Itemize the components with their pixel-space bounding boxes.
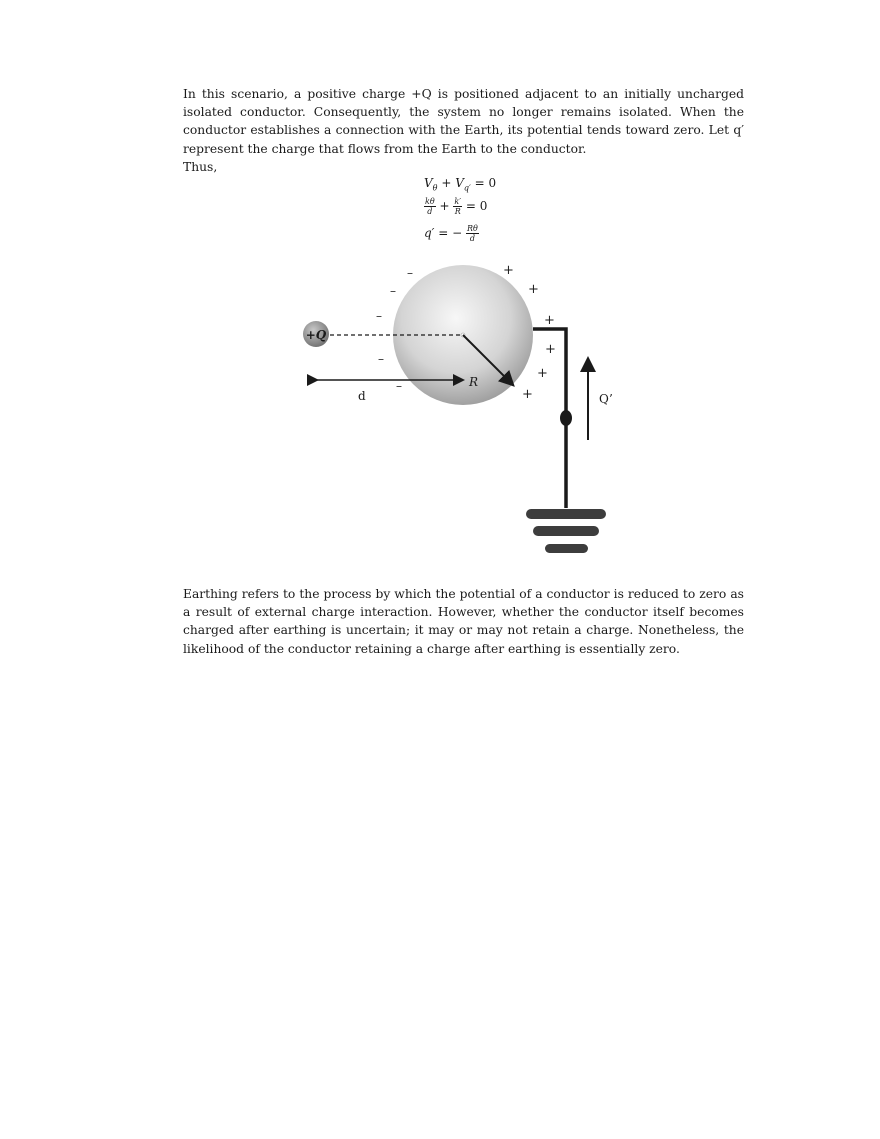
wire-junction bbox=[560, 410, 572, 426]
eq1-sub2: q′ bbox=[463, 183, 471, 193]
eq2-rhs: = 0 bbox=[465, 199, 488, 213]
eq1-plus: + bbox=[441, 176, 452, 190]
eq1-sub1: θ bbox=[432, 183, 438, 193]
flow-label: Q’ bbox=[599, 392, 613, 406]
eq3-num: Rθ bbox=[467, 224, 478, 233]
plus-charge: + bbox=[522, 387, 533, 402]
plus-charge: + bbox=[545, 342, 556, 357]
ground-plate-bottom bbox=[545, 544, 588, 553]
minus-charge: – bbox=[378, 352, 384, 366]
radius-label: R bbox=[469, 375, 479, 389]
minus-charge: – bbox=[396, 379, 402, 393]
eq3-lhs: q′ bbox=[424, 226, 435, 240]
eq3-frac bbox=[466, 224, 479, 243]
eq2-den1: d bbox=[427, 207, 433, 216]
equation-induced-charge bbox=[424, 224, 479, 243]
thus-label: Thus, bbox=[183, 160, 218, 174]
earthing-diagram bbox=[300, 250, 640, 570]
eq2-frac2 bbox=[453, 197, 462, 216]
equation-potential-sum bbox=[424, 176, 496, 192]
charge-label: +Q bbox=[305, 328, 327, 342]
ground-plate-middle bbox=[533, 526, 599, 536]
eq2-num1: kθ bbox=[425, 197, 435, 206]
plus-charge: + bbox=[544, 313, 555, 328]
distance-label: d bbox=[358, 389, 366, 403]
eq2-frac1 bbox=[424, 197, 436, 216]
minus-charge: – bbox=[376, 309, 382, 323]
plus-charge: + bbox=[503, 263, 514, 278]
minus-charge: – bbox=[390, 284, 396, 298]
minus-charge: – bbox=[407, 266, 413, 280]
intro-paragraph: In this scenario, a positive charge +Q is positioned adjacent to an initially uncharged isolated conductor. Consequently, the system no longer remains isolated. When the conductor establishes a connection with the Earth, its potential tends toward zero. Let q′ represent the charge that flows from the Earth to the conductor. bbox=[183, 87, 744, 156]
eq1-rhs: = 0 bbox=[474, 176, 497, 190]
equation-fraction-sum bbox=[424, 197, 487, 216]
ground-plate-top bbox=[526, 509, 606, 519]
plus-charge: + bbox=[537, 366, 548, 381]
eq1-v1: V bbox=[424, 176, 433, 190]
eq1-v2: V bbox=[455, 176, 464, 190]
eq3-eq: = − bbox=[438, 226, 463, 240]
eq2-den2: R bbox=[454, 207, 461, 216]
eq2-plus: + bbox=[439, 199, 450, 213]
eq2-num2: k′ bbox=[454, 197, 462, 206]
plus-charge: + bbox=[528, 282, 539, 297]
eq3-den: d bbox=[469, 234, 475, 243]
earthing-paragraph: Earthing refers to the process by which the potential of a conductor is reduced to zero as a result of external charge interaction. However, whether the conductor itself becomes charged after earthing is uncertain; it may or may not retain a charge. Nonetheless, the likelihood of the conductor retaining a charge after earthing is essentially zero. bbox=[183, 587, 744, 656]
